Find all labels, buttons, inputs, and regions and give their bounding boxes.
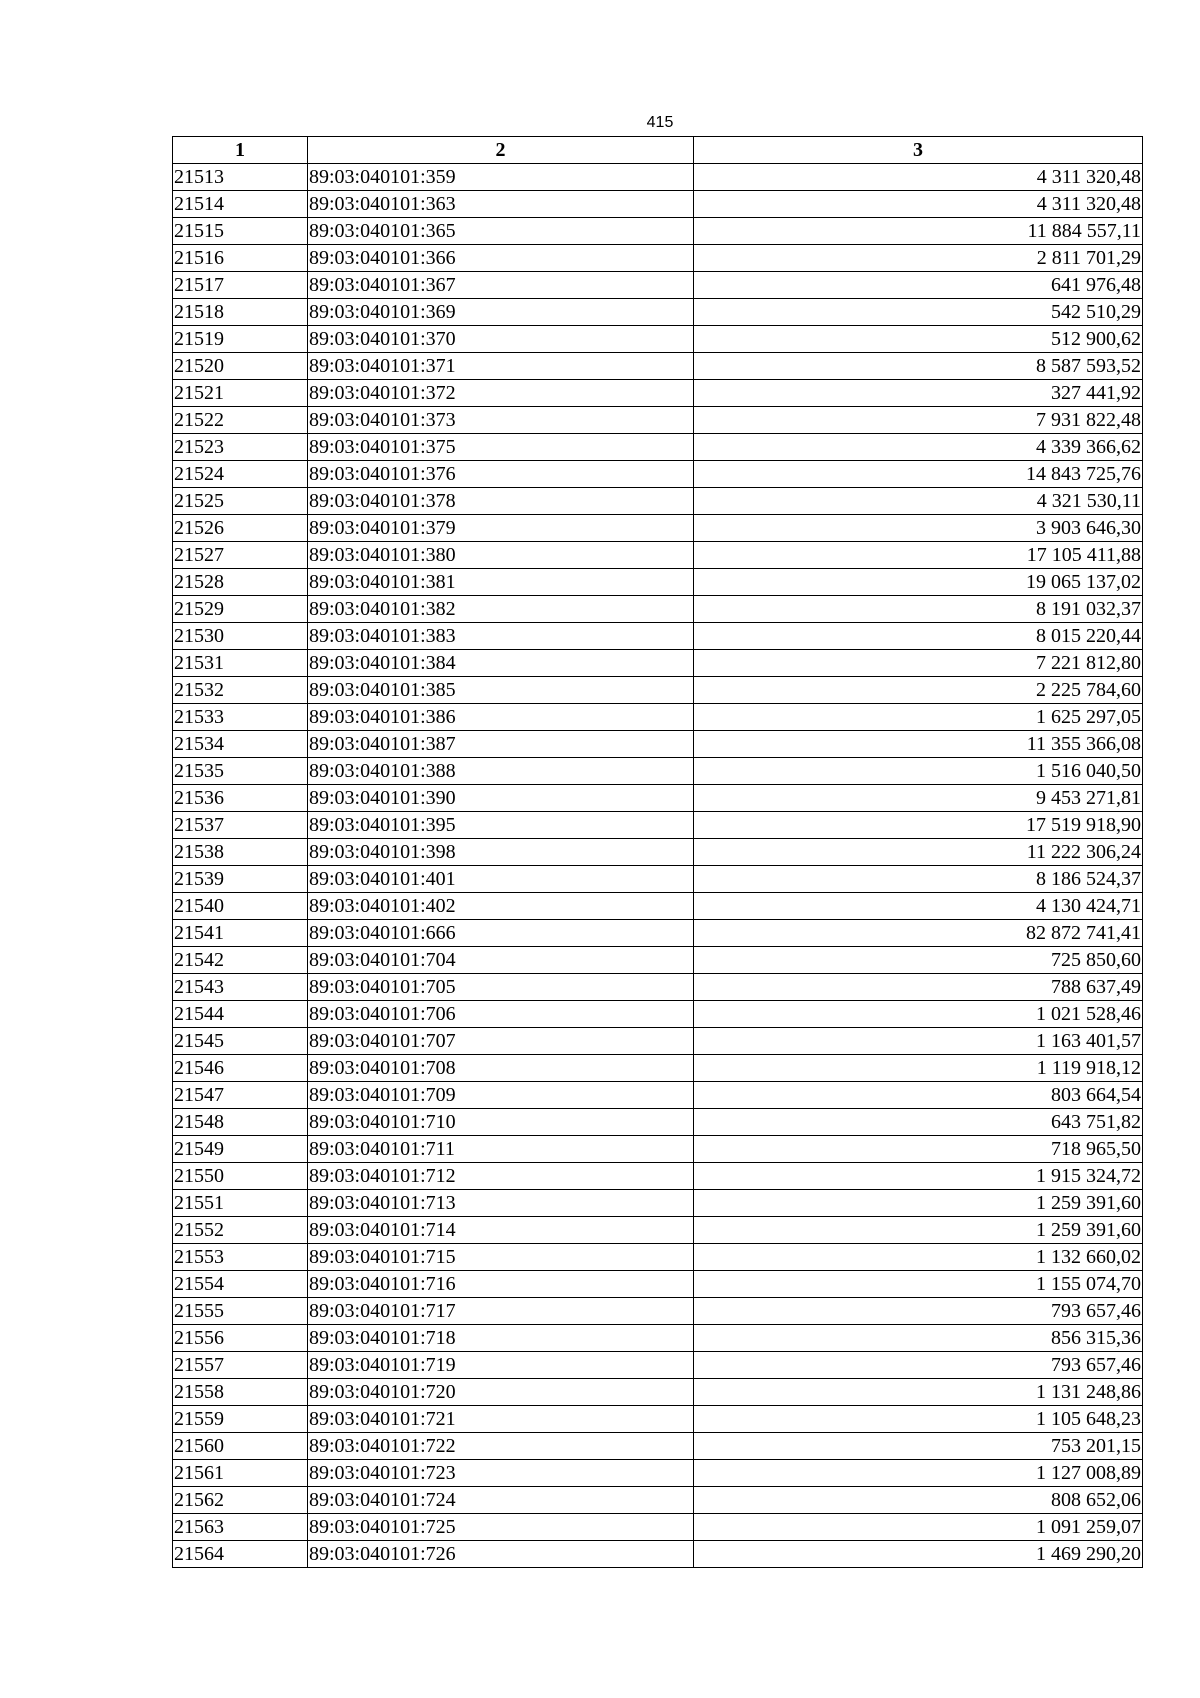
table-row: [173, 353, 1143, 380]
table-row: [173, 1163, 1143, 1190]
cadastral-value-cell: 803 664,54: [694, 1082, 1143, 1109]
row-number-cell: 21552: [173, 1217, 308, 1244]
row-number-cell: 21555: [173, 1298, 308, 1325]
cadastral-value-cell: 11 884 557,11: [694, 218, 1143, 245]
row-number-cell: 21536: [173, 785, 308, 812]
table-row: [173, 326, 1143, 353]
cadastral-number-cell: 89:03:040101:402: [308, 893, 694, 920]
cadastral-number-cell: 89:03:040101:720: [308, 1379, 694, 1406]
column-header-1: 1: [173, 137, 308, 164]
row-number-cell: 21537: [173, 812, 308, 839]
cadastral-value-cell: 4 321 530,11: [694, 488, 1143, 515]
row-number-cell: 21514: [173, 191, 308, 218]
cadastral-number-cell: 89:03:040101:715: [308, 1244, 694, 1271]
table-row: [173, 1406, 1143, 1433]
cadastral-value-cell: 718 965,50: [694, 1136, 1143, 1163]
table-row: [173, 191, 1143, 218]
table-row: [173, 1379, 1143, 1406]
table-row: [173, 542, 1143, 569]
cadastral-value-cell: 2 811 701,29: [694, 245, 1143, 272]
table-row: [173, 650, 1143, 677]
row-number-cell: 21564: [173, 1541, 308, 1568]
table-row: [173, 947, 1143, 974]
table-row: [173, 866, 1143, 893]
table-row: [173, 407, 1143, 434]
cadastral-value-cell: 4 130 424,71: [694, 893, 1143, 920]
row-number-cell: 21513: [173, 164, 308, 191]
table-row: [173, 1109, 1143, 1136]
table-row: [173, 515, 1143, 542]
cadastral-number-cell: 89:03:040101:709: [308, 1082, 694, 1109]
row-number-cell: 21520: [173, 353, 308, 380]
cadastral-value-cell: 788 637,49: [694, 974, 1143, 1001]
table-row: [173, 677, 1143, 704]
cadastral-value-cell: 856 315,36: [694, 1325, 1143, 1352]
row-number-cell: 21525: [173, 488, 308, 515]
cadastral-number-cell: 89:03:040101:382: [308, 596, 694, 623]
page-number: 415: [646, 114, 674, 131]
cadastral-value-cell: 1 259 391,60: [694, 1217, 1143, 1244]
cadastral-number-cell: 89:03:040101:363: [308, 191, 694, 218]
cadastral-number-cell: 89:03:040101:707: [308, 1028, 694, 1055]
cadastral-value-cell: 1 625 297,05: [694, 704, 1143, 731]
cadastral-number-cell: 89:03:040101:718: [308, 1325, 694, 1352]
cadastral-number-cell: 89:03:040101:725: [308, 1514, 694, 1541]
cadastral-value-cell: 17 105 411,88: [694, 542, 1143, 569]
table-row: [173, 1082, 1143, 1109]
cadastral-number-cell: 89:03:040101:383: [308, 623, 694, 650]
cadastral-value-cell: 7 221 812,80: [694, 650, 1143, 677]
cadastral-value-cell: 1 163 401,57: [694, 1028, 1143, 1055]
cadastral-number-cell: 89:03:040101:366: [308, 245, 694, 272]
table-row: [173, 623, 1143, 650]
cadastral-value-cell: 1 131 248,86: [694, 1379, 1143, 1406]
table-header-row: [173, 137, 1143, 164]
cadastral-number-cell: 89:03:040101:371: [308, 353, 694, 380]
cadastral-value-cell: 17 519 918,90: [694, 812, 1143, 839]
cadastral-value-cell: 1 021 528,46: [694, 1001, 1143, 1028]
row-number-cell: 21539: [173, 866, 308, 893]
cadastral-value-cell: 2 225 784,60: [694, 677, 1143, 704]
cadastral-value-cell: 1 516 040,50: [694, 758, 1143, 785]
row-number-cell: 21528: [173, 569, 308, 596]
cadastral-number-cell: 89:03:040101:704: [308, 947, 694, 974]
cadastral-value-cell: 753 201,15: [694, 1433, 1143, 1460]
table-row: [173, 812, 1143, 839]
table-row: [173, 461, 1143, 488]
cadastral-number-cell: 89:03:040101:381: [308, 569, 694, 596]
table-body: [173, 164, 1143, 1568]
row-number-cell: 21522: [173, 407, 308, 434]
cadastral-number-cell: 89:03:040101:721: [308, 1406, 694, 1433]
row-number-cell: 21557: [173, 1352, 308, 1379]
table-row: [173, 488, 1143, 515]
row-number-cell: 21560: [173, 1433, 308, 1460]
row-number-cell: 21523: [173, 434, 308, 461]
cadastral-value-cell: 1 469 290,20: [694, 1541, 1143, 1568]
cadastral-value-cell: 793 657,46: [694, 1352, 1143, 1379]
cadastral-number-cell: 89:03:040101:722: [308, 1433, 694, 1460]
table-row: [173, 218, 1143, 245]
cadastral-number-cell: 89:03:040101:386: [308, 704, 694, 731]
table-row: [173, 1433, 1143, 1460]
cadastral-number-cell: 89:03:040101:385: [308, 677, 694, 704]
row-number-cell: 21543: [173, 974, 308, 1001]
cadastral-value-cell: 808 652,06: [694, 1487, 1143, 1514]
column-header-2: 2: [308, 137, 694, 164]
row-number-cell: 21516: [173, 245, 308, 272]
cadastral-value-cell: 1 105 648,23: [694, 1406, 1143, 1433]
row-number-cell: 21545: [173, 1028, 308, 1055]
row-number-cell: 21546: [173, 1055, 308, 1082]
row-number-cell: 21561: [173, 1460, 308, 1487]
cadastral-number-cell: 89:03:040101:376: [308, 461, 694, 488]
cadastral-number-cell: 89:03:040101:380: [308, 542, 694, 569]
row-number-cell: 21563: [173, 1514, 308, 1541]
row-number-cell: 21530: [173, 623, 308, 650]
cadastral-number-cell: 89:03:040101:666: [308, 920, 694, 947]
table-row: [173, 1136, 1143, 1163]
row-number-cell: 21519: [173, 326, 308, 353]
row-number-cell: 21524: [173, 461, 308, 488]
cadastral-number-cell: 89:03:040101:712: [308, 1163, 694, 1190]
cadastral-value-cell: 8 587 593,52: [694, 353, 1143, 380]
cadastral-value-cell: 82 872 741,41: [694, 920, 1143, 947]
row-number-cell: 21550: [173, 1163, 308, 1190]
row-number-cell: 21544: [173, 1001, 308, 1028]
cadastral-value-cell: 4 311 320,48: [694, 191, 1143, 218]
row-number-cell: 21531: [173, 650, 308, 677]
table-row: [173, 1190, 1143, 1217]
table-row: [173, 1352, 1143, 1379]
row-number-cell: 21553: [173, 1244, 308, 1271]
cadastral-number-cell: 89:03:040101:369: [308, 299, 694, 326]
column-header-3: 3: [694, 137, 1143, 164]
table-row: [173, 1487, 1143, 1514]
table-row: [173, 1271, 1143, 1298]
cadastral-number-cell: 89:03:040101:367: [308, 272, 694, 299]
row-number-cell: 21547: [173, 1082, 308, 1109]
cadastral-value-cell: 327 441,92: [694, 380, 1143, 407]
cadastral-value-cell: 1 915 324,72: [694, 1163, 1143, 1190]
cadastral-value-cell: 8 186 524,37: [694, 866, 1143, 893]
row-number-cell: 21535: [173, 758, 308, 785]
cadastral-number-cell: 89:03:040101:387: [308, 731, 694, 758]
table-row: [173, 272, 1143, 299]
cadastral-value-cell: 793 657,46: [694, 1298, 1143, 1325]
row-number-cell: 21541: [173, 920, 308, 947]
table-row: [173, 1055, 1143, 1082]
row-number-cell: 21518: [173, 299, 308, 326]
cadastral-number-cell: 89:03:040101:711: [308, 1136, 694, 1163]
cadastral-value-cell: 3 903 646,30: [694, 515, 1143, 542]
cadastral-value-cell: 1 127 008,89: [694, 1460, 1143, 1487]
table-row: [173, 1325, 1143, 1352]
row-number-cell: 21551: [173, 1190, 308, 1217]
row-number-cell: 21515: [173, 218, 308, 245]
cadastral-value-cell: 1 119 918,12: [694, 1055, 1143, 1082]
row-number-cell: 21548: [173, 1109, 308, 1136]
table-row: [173, 785, 1143, 812]
cadastral-number-cell: 89:03:040101:708: [308, 1055, 694, 1082]
cadastral-value-table: [172, 136, 1143, 1568]
table-row: [173, 1460, 1143, 1487]
row-number-cell: 21533: [173, 704, 308, 731]
row-number-cell: 21538: [173, 839, 308, 866]
row-number-cell: 21549: [173, 1136, 308, 1163]
table-row: [173, 758, 1143, 785]
cadastral-number-cell: 89:03:040101:359: [308, 164, 694, 191]
table-row: [173, 596, 1143, 623]
table-row: [173, 1541, 1143, 1568]
cadastral-number-cell: 89:03:040101:714: [308, 1217, 694, 1244]
row-number-cell: 21526: [173, 515, 308, 542]
cadastral-number-cell: 89:03:040101:724: [308, 1487, 694, 1514]
row-number-cell: 21562: [173, 1487, 308, 1514]
table-row: [173, 434, 1143, 461]
row-number-cell: 21521: [173, 380, 308, 407]
cadastral-number-cell: 89:03:040101:372: [308, 380, 694, 407]
table-row: [173, 299, 1143, 326]
row-number-cell: 21534: [173, 731, 308, 758]
table-row: [173, 893, 1143, 920]
row-number-cell: 21554: [173, 1271, 308, 1298]
cadastral-number-cell: 89:03:040101:723: [308, 1460, 694, 1487]
cadastral-number-cell: 89:03:040101:401: [308, 866, 694, 893]
cadastral-number-cell: 89:03:040101:398: [308, 839, 694, 866]
cadastral-number-cell: 89:03:040101:706: [308, 1001, 694, 1028]
table-row: [173, 1298, 1143, 1325]
cadastral-value-cell: 1 259 391,60: [694, 1190, 1143, 1217]
cadastral-number-cell: 89:03:040101:388: [308, 758, 694, 785]
cadastral-value-cell: 643 751,82: [694, 1109, 1143, 1136]
cadastral-number-cell: 89:03:040101:713: [308, 1190, 694, 1217]
table-row: [173, 974, 1143, 1001]
table-row: [173, 245, 1143, 272]
cadastral-number-cell: 89:03:040101:716: [308, 1271, 694, 1298]
row-number-cell: 21556: [173, 1325, 308, 1352]
cadastral-value-cell: 11 222 306,24: [694, 839, 1143, 866]
cadastral-value-cell: 1 091 259,07: [694, 1514, 1143, 1541]
row-number-cell: 21527: [173, 542, 308, 569]
cadastral-number-cell: 89:03:040101:365: [308, 218, 694, 245]
cadastral-value-cell: 4 311 320,48: [694, 164, 1143, 191]
table-row: [173, 380, 1143, 407]
cadastral-value-cell: 4 339 366,62: [694, 434, 1143, 461]
cadastral-value-cell: 512 900,62: [694, 326, 1143, 353]
cadastral-number-cell: 89:03:040101:390: [308, 785, 694, 812]
cadastral-value-cell: 542 510,29: [694, 299, 1143, 326]
table-row: [173, 1514, 1143, 1541]
table-row: [173, 1028, 1143, 1055]
row-number-cell: 21529: [173, 596, 308, 623]
cadastral-value-cell: 1 132 660,02: [694, 1244, 1143, 1271]
cadastral-value-cell: 7 931 822,48: [694, 407, 1143, 434]
cadastral-number-cell: 89:03:040101:384: [308, 650, 694, 677]
row-number-cell: 21559: [173, 1406, 308, 1433]
row-number-cell: 21532: [173, 677, 308, 704]
cadastral-value-cell: 19 065 137,02: [694, 569, 1143, 596]
cadastral-number-cell: 89:03:040101:379: [308, 515, 694, 542]
cadastral-value-cell: 14 843 725,76: [694, 461, 1143, 488]
cadastral-value-cell: 8 015 220,44: [694, 623, 1143, 650]
table-row: [173, 569, 1143, 596]
row-number-cell: 21540: [173, 893, 308, 920]
cadastral-number-cell: 89:03:040101:719: [308, 1352, 694, 1379]
cadastral-number-cell: 89:03:040101:710: [308, 1109, 694, 1136]
row-number-cell: 21542: [173, 947, 308, 974]
cadastral-number-cell: 89:03:040101:375: [308, 434, 694, 461]
cadastral-value-cell: 641 976,48: [694, 272, 1143, 299]
cadastral-value-cell: 725 850,60: [694, 947, 1143, 974]
table-row: [173, 1244, 1143, 1271]
table-row: [173, 164, 1143, 191]
cadastral-number-cell: 89:03:040101:705: [308, 974, 694, 1001]
table-row: [173, 1217, 1143, 1244]
cadastral-number-cell: 89:03:040101:717: [308, 1298, 694, 1325]
table-row: [173, 839, 1143, 866]
cadastral-value-cell: 1 155 074,70: [694, 1271, 1143, 1298]
cadastral-value-cell: 8 191 032,37: [694, 596, 1143, 623]
cadastral-number-cell: 89:03:040101:395: [308, 812, 694, 839]
table-row: [173, 920, 1143, 947]
cadastral-number-cell: 89:03:040101:726: [308, 1541, 694, 1568]
row-number-cell: 21517: [173, 272, 308, 299]
table-row: [173, 731, 1143, 758]
row-number-cell: 21558: [173, 1379, 308, 1406]
cadastral-number-cell: 89:03:040101:373: [308, 407, 694, 434]
cadastral-number-cell: 89:03:040101:370: [308, 326, 694, 353]
cadastral-value-cell: 11 355 366,08: [694, 731, 1143, 758]
cadastral-number-cell: 89:03:040101:378: [308, 488, 694, 515]
table-row: [173, 704, 1143, 731]
cadastral-value-cell: 9 453 271,81: [694, 785, 1143, 812]
table-row: [173, 1001, 1143, 1028]
